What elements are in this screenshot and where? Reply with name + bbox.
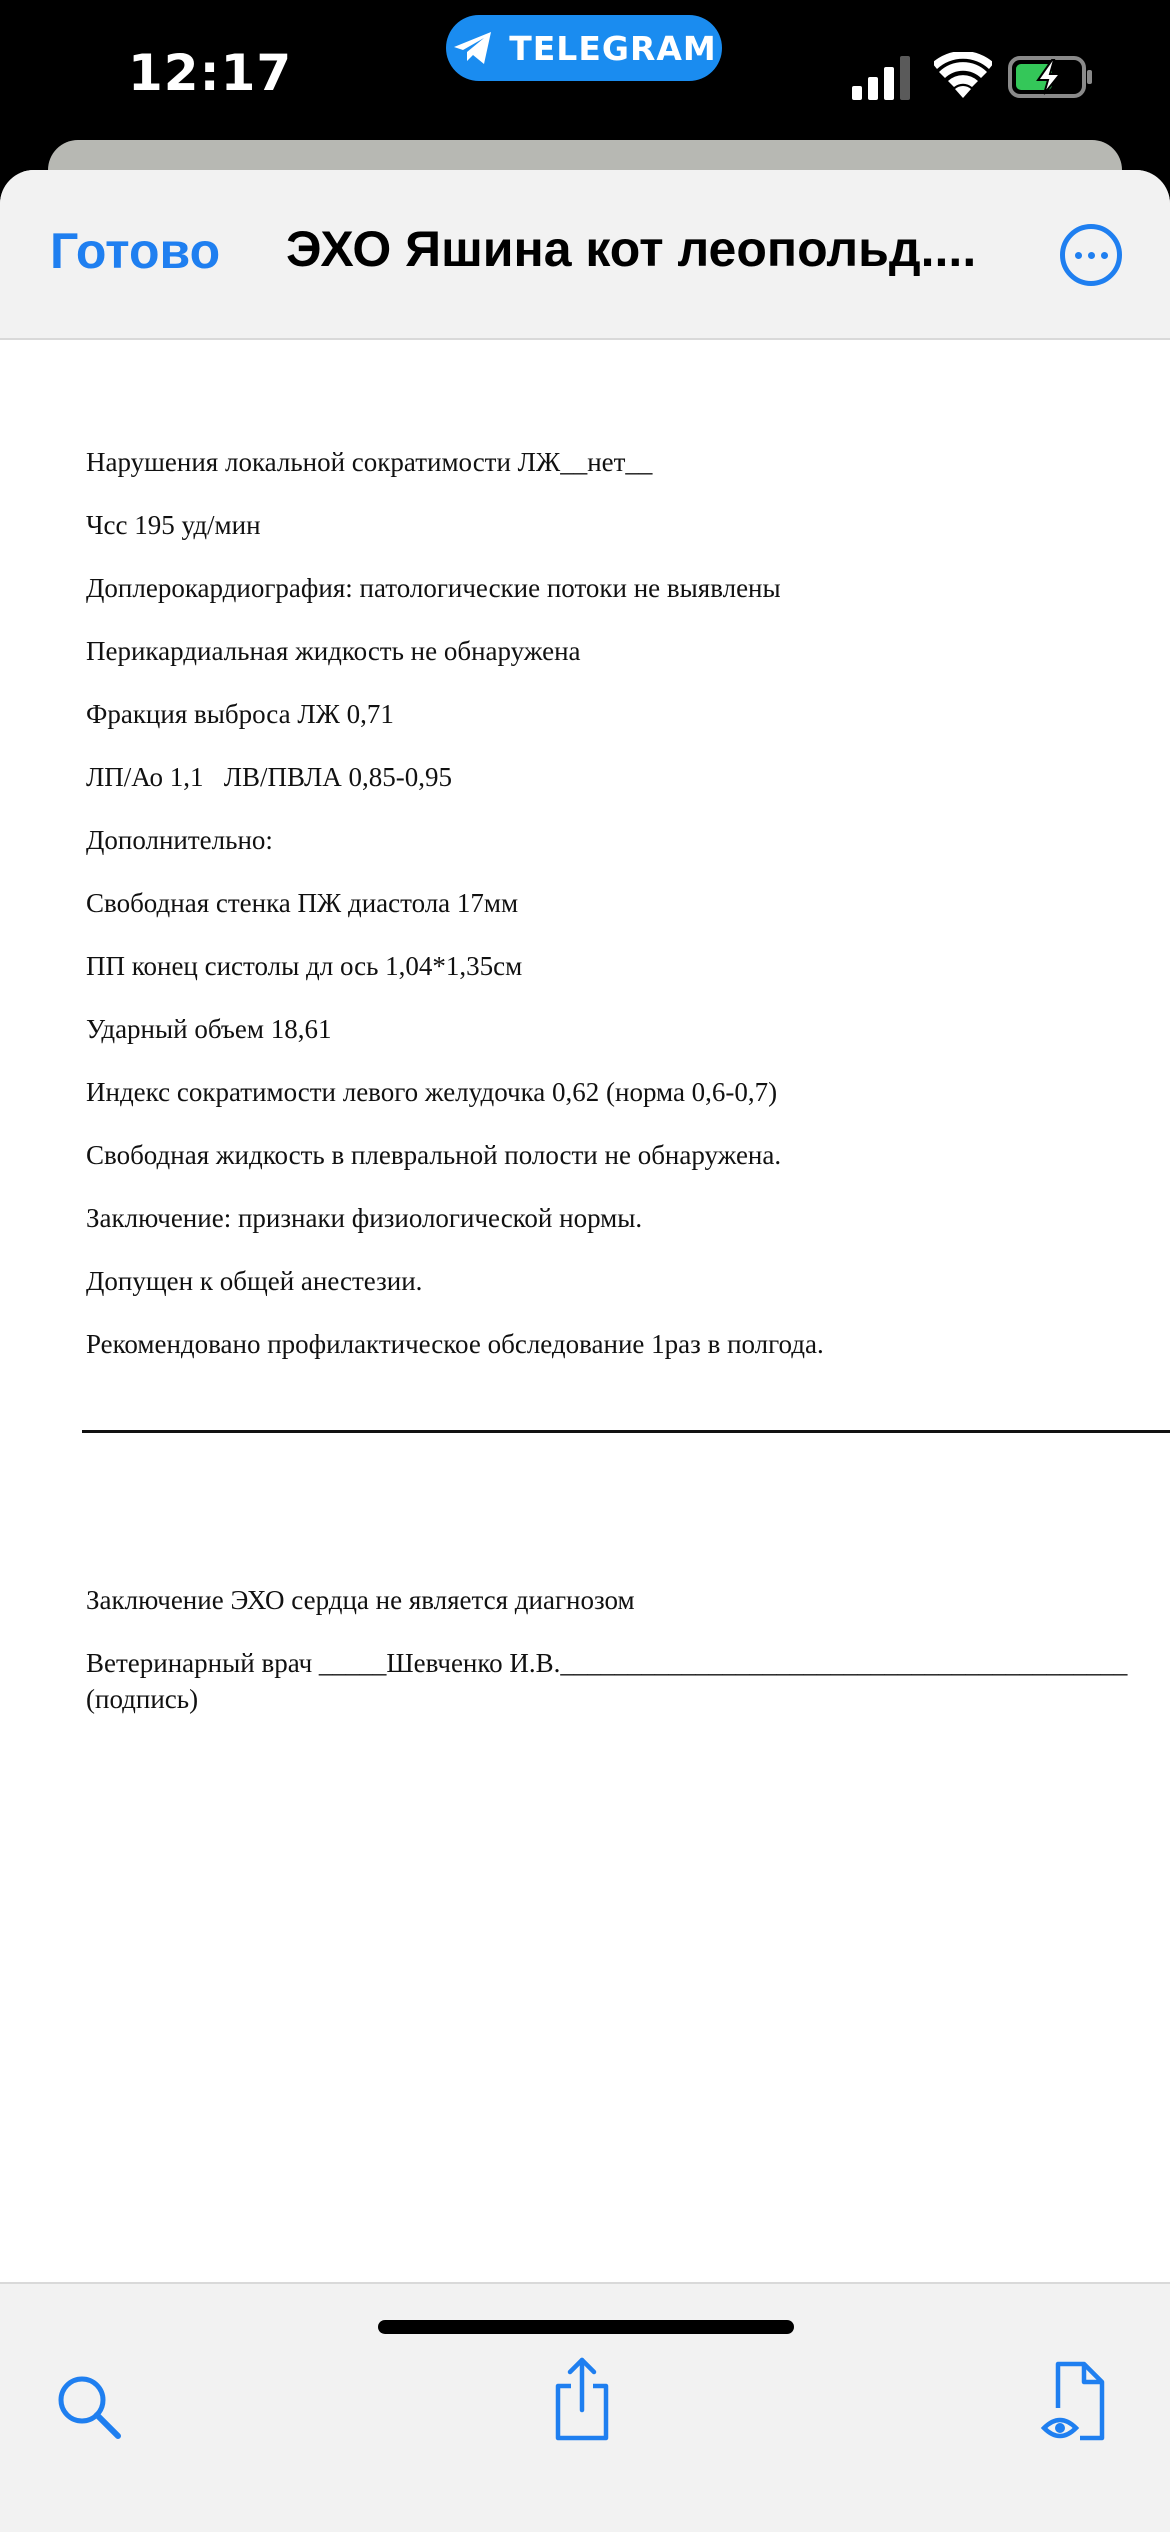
battery-charging-icon (1008, 54, 1094, 100)
document-line: Ударный объем 18,61 (86, 1014, 332, 1044)
home-indicator[interactable] (378, 2320, 794, 2334)
document-body (86, 444, 1166, 1389)
done-button[interactable]: Готово (50, 223, 221, 279)
spacer (86, 1618, 1170, 1645)
signature-line: Ветеринарный врач _____Шевченко И.В.__________________________________________ (86, 1648, 1128, 1678)
status-bar (0, 0, 1170, 140)
document-line: Индекс сократимости левого желудочка 0,62 (норма 0,6-0,7) (86, 1077, 778, 1107)
document-line: ЛП/Ао 1,1 ЛВ/ПВЛА 0,85-0,95 (86, 762, 453, 792)
document-line: Рекомендовано профилактическое обследование 1раз в полгода. (86, 1329, 824, 1359)
document-viewer-sheet (0, 170, 1170, 2532)
markup-icon[interactable] (1040, 2358, 1108, 2444)
more-icon (1075, 252, 1082, 259)
telegram-icon (451, 28, 495, 68)
share-icon[interactable] (552, 2356, 612, 2442)
navigation-bar (0, 170, 1170, 340)
more-icon-dot (1101, 252, 1108, 259)
document-page[interactable] (0, 340, 1170, 2282)
document-line: Перикардиальная жидкость не обнаружена (86, 636, 581, 666)
cellular-signal-icon (852, 56, 914, 100)
document-line: Дополнительно: (86, 825, 273, 855)
wifi-icon (934, 52, 992, 98)
signature-caption: (подпись) (86, 1684, 199, 1714)
document-line: Свободная стенка ПЖ диастола 17мм (86, 888, 519, 918)
horizontal-rule (82, 1430, 1170, 1433)
more-options-button[interactable] (1060, 224, 1122, 286)
status-time: 12:17 (128, 44, 293, 102)
disclaimer-text: Заключение ЭХО сердца не является диагнозом (86, 1585, 635, 1615)
more-icon-dot (1088, 252, 1095, 259)
document-line: ПП конец систолы дл ось 1,04*1,35см (86, 951, 523, 981)
document-line: Заключение: признаки физиологической нормы. (86, 1203, 643, 1233)
document-line: Допущен к общей анестезии. (86, 1266, 423, 1296)
document-line: Доплерокардиография: патологические потоки не выявлены (86, 573, 781, 603)
back-to-app-pill[interactable] (446, 15, 722, 81)
search-icon[interactable] (56, 2374, 122, 2440)
document-line: Фракция выброса ЛЖ 0,71 (86, 699, 394, 729)
document-line: Чсс 195 уд/мин (86, 510, 261, 540)
document-title: ЭХО Яшина кот леопольд.... (286, 221, 977, 277)
document-line: Свободная жидкость в плевральной полости не обнаружена. (86, 1140, 782, 1170)
document-footer (86, 1582, 1170, 1717)
document-line: Нарушения локальной сократимости ЛЖ__нет__ (86, 447, 653, 477)
back-to-app-label: TELEGRAM (509, 28, 717, 68)
